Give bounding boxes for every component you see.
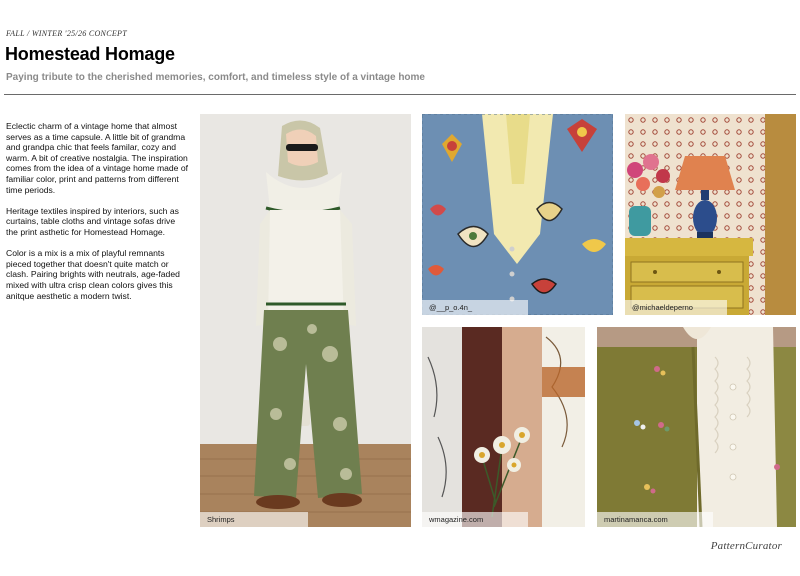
image-credit: wmagazine.com xyxy=(422,512,528,527)
model-illustration xyxy=(200,114,411,527)
image-credit: @michaeldeperno xyxy=(625,300,727,315)
concept-description xyxy=(6,121,188,312)
embroidered-denim-vest-photo xyxy=(422,114,613,315)
description-paragraph: Color is a mix is a mix of playful remnants pieced together that doesn't quite match or clash. Pairing brights with neutrals, age-faded mixed with ultra crisp clean colors gives this anitque aesthetic a modern twist. xyxy=(6,248,180,301)
header-divider xyxy=(4,94,796,95)
dresser-lamp-illustration xyxy=(625,114,796,315)
image-credit: @__p_o.4n_ xyxy=(422,300,528,315)
cardigan-illustration xyxy=(597,327,796,527)
page-title: Homestead Homage xyxy=(5,44,175,64)
vintage-yellow-dresser-lamp-photo xyxy=(625,114,796,315)
image-credit: Shrimps xyxy=(200,512,308,527)
page-subtitle: Paying tribute to the cherished memories, comfort, and timeless style of a vintage home xyxy=(6,72,425,83)
concept-kicker: FALL / WINTER '25/26 CONCEPT xyxy=(6,29,127,38)
silk-scarf-illustration xyxy=(422,327,585,527)
silk-scarf-prints-photo xyxy=(422,327,585,527)
description-paragraph: Eclectic charm of a vintage home that almost serves as a time capsule. A little bit of grandma and grandpa chic that feels familar, cozy and warm. A bit of creative nostalgia. The inspiration comes from the idea of a vintage home made of familiar color, print and patterns from different time periods. xyxy=(6,121,189,195)
model-in-floral-trousers-photo xyxy=(200,114,411,527)
denim-vest-illustration xyxy=(422,114,613,315)
pattern-curator-logo: PatternCurator xyxy=(710,540,782,552)
description-paragraph: Heritage textiles inspired by interiors, such as curtains, table cloths and vintage sofas drive the print asthetic for Homestead Homage. xyxy=(6,205,179,237)
olive-cardigan-ruffle-blouse-photo xyxy=(597,327,796,527)
image-credit: martinamanca.com xyxy=(597,512,713,527)
